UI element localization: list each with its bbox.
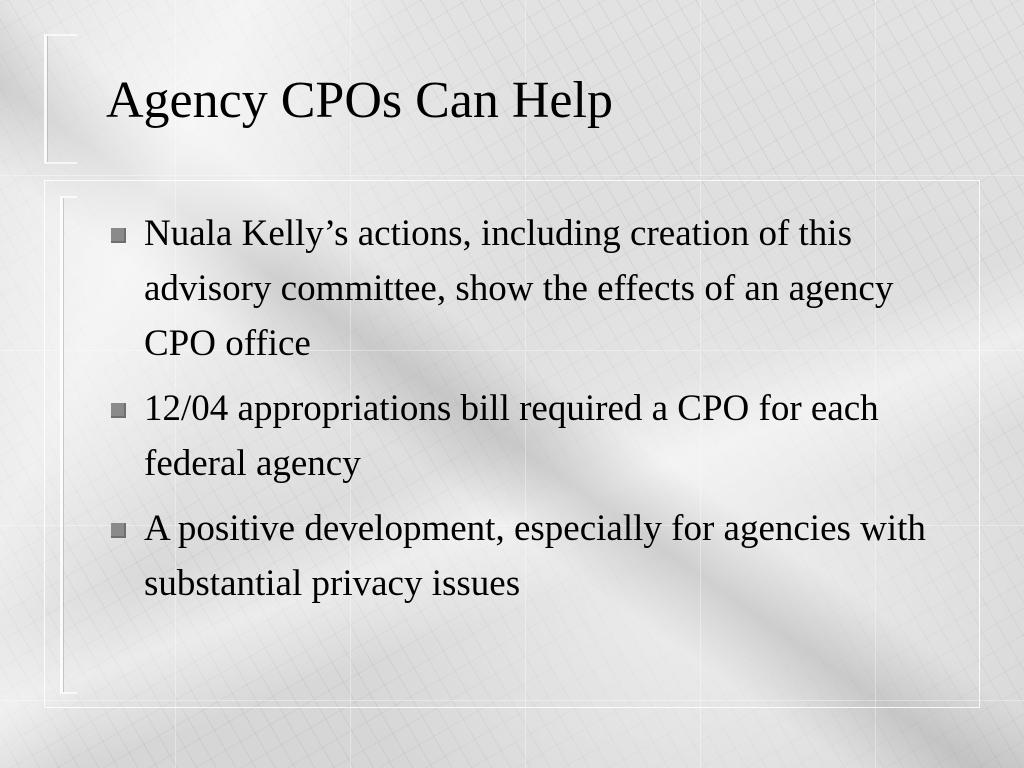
square-bullet-icon [111,523,126,538]
bullet-text: 12/04 appropriations bill required a CPO for each federal agency [144,388,879,484]
bullet-item [106,501,956,611]
slide-title: Agency CPOs Can Help [106,72,613,129]
bullet-item [106,206,956,371]
bullet-item [106,381,956,491]
title-bracket-decoration [44,34,77,164]
bullet-text: Nuala Kelly’s actions, including creation of this advisory committee, show the effects of an agency CPO office [144,213,894,364]
square-bullet-icon [111,403,126,418]
bullet-list [106,206,956,621]
square-bullet-icon [111,228,126,243]
background-tile-line [0,175,1024,176]
bullet-text: A positive development, especially for agencies with substantial privacy issues [144,508,926,604]
content-bracket-decoration [60,196,77,694]
